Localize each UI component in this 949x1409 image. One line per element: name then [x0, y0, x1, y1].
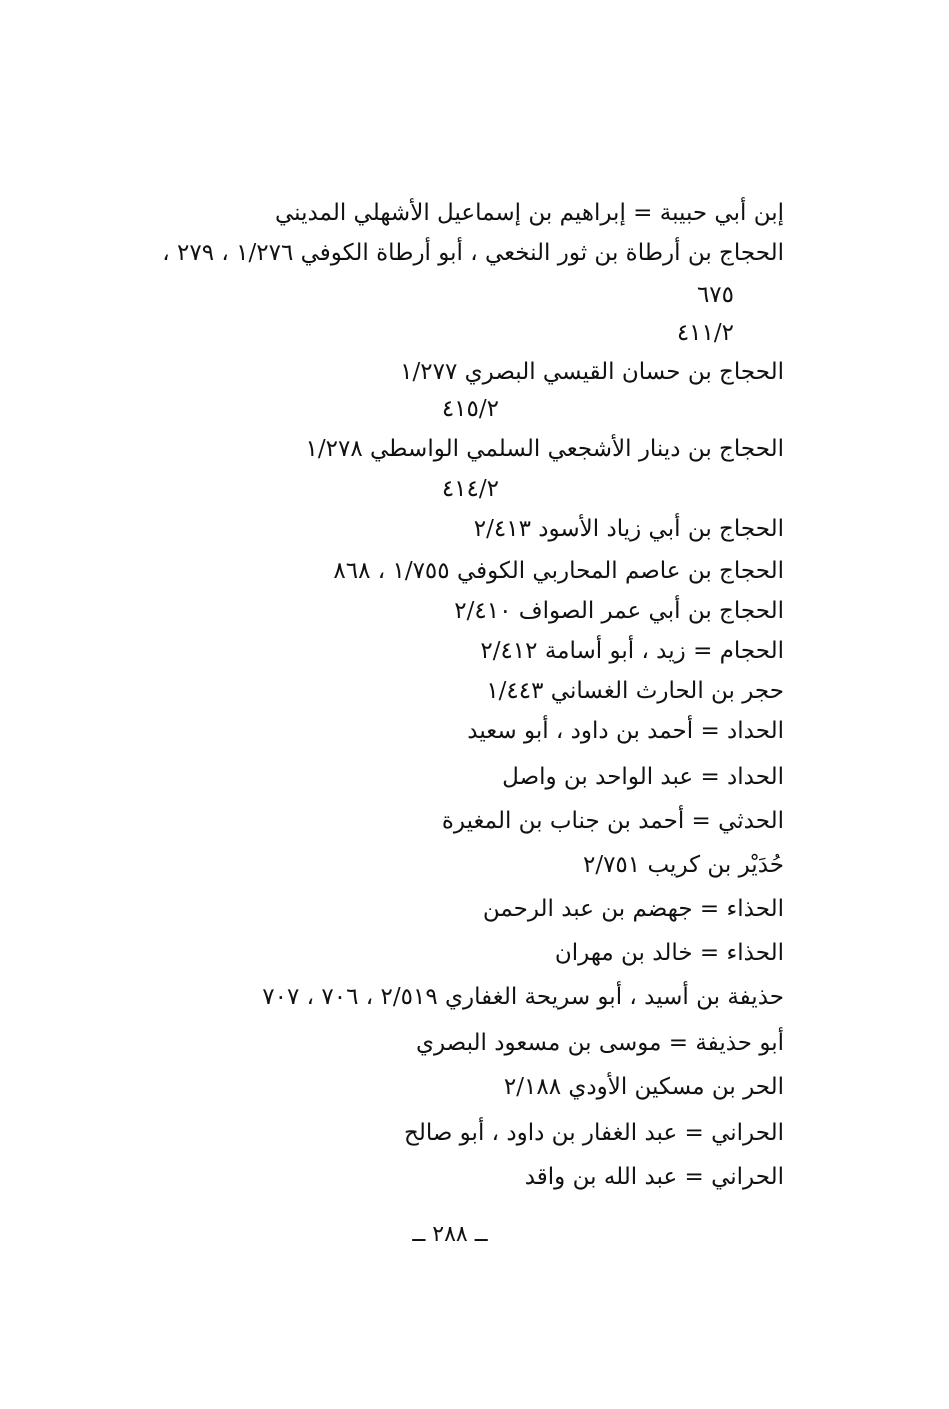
index-entry-continuation: ٤١٥/٢ — [441, 396, 499, 422]
index-entry: الحجاج بن أبي زياد الأسود ٢/٤١٣ — [473, 516, 784, 542]
index-entry: الحجاج بن دينار الأشجعي السلمي الواسطي ١/٢٧٨ — [305, 436, 784, 462]
index-entry-continuation: ٤١٤/٢ — [441, 476, 499, 502]
index-entry-continuation: ٤١١/٢ — [676, 320, 734, 346]
index-entry: الحر بن مسكين الأودي ٢/١٨٨ — [503, 1074, 784, 1100]
index-entry: الحذاء = خالد بن مهران — [554, 940, 784, 966]
index-entry: الحذاء = جهضم بن عبد الرحمن — [482, 896, 784, 922]
index-entry: الحراني = عبد الله بن واقد — [524, 1164, 784, 1190]
page-number: ــ ٢٨٨ ــ — [412, 1222, 488, 1247]
index-entry: الحدثي = أحمد بن جناب بن المغيرة — [441, 808, 784, 834]
index-entry: الحراني = عبد الغفار بن داود ، أبو صالح — [403, 1120, 784, 1146]
index-entry: إبن أبي حبيبة = إبراهيم بن إسماعيل الأشهلي المديني — [274, 200, 784, 226]
index-entry: حُدَيْر بن كريب ٢/٧٥١ — [582, 852, 784, 878]
index-entry: الحجاج بن أبي عمر الصواف ٢/٤١٠ — [454, 598, 784, 624]
index-entry: الحجاج بن حسان القيسي البصري ١/٢٧٧ — [400, 359, 784, 385]
index-entry: الحداد = أحمد بن داود ، أبو سعيد — [467, 718, 784, 744]
index-entry: الحجاج بن أرطاة بن ثور النخعي ، أبو أرطاة الكوفي ١/٢٧٦ ، ٢٧٩ ، — [162, 240, 784, 266]
index-entry: أبو حذيفة = موسى بن مسعود البصري — [415, 1030, 784, 1056]
index-entry: الحجام = زيد ، أبو أسامة ٢/٤١٢ — [480, 638, 784, 664]
index-entry: حذيفة بن أسيد ، أبو سريحة الغفاري ٢/٥١٩ ، ٧٠٦ ، ٧٠٧ — [262, 984, 784, 1010]
index-entry: حجر بن الحارث الغساني ١/٤٤٣ — [486, 678, 784, 704]
index-entry-continuation: ٦٧٥ — [696, 282, 734, 308]
index-entry: الحجاج بن عاصم المحاربي الكوفي ١/٧٥٥ ، ٨٦٨ — [333, 558, 784, 584]
index-entry: الحداد = عبد الواحد بن واصل — [502, 764, 784, 790]
